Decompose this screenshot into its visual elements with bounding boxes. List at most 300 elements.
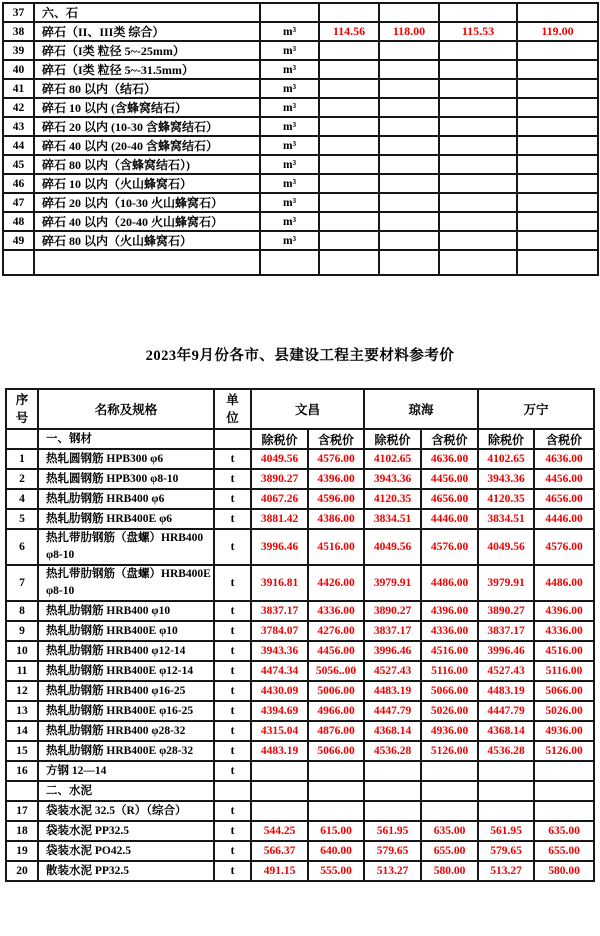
material-row <box>6 861 594 881</box>
name-cell: 热轧肋钢筋 HRB400 φ16-25 <box>38 681 214 701</box>
name-cell: 碎石 20 以内（10-30 火山蜂窝石） <box>34 193 260 212</box>
header-seq <box>6 389 38 429</box>
price-type-header-cell: 除税价 <box>251 429 308 449</box>
seq-cell: 10 <box>6 641 38 661</box>
price-cell: 513.27 <box>478 861 534 881</box>
material-row <box>6 601 594 621</box>
unit-cell: m³ <box>260 98 319 117</box>
price-cell: 4426.00 <box>308 565 364 601</box>
price-cell <box>439 98 517 117</box>
price-cell <box>319 41 379 60</box>
material-row <box>6 761 594 781</box>
name-cell: 热轧肋钢筋 HRB400 φ12-14 <box>38 641 214 661</box>
price-cell: 4636.00 <box>534 449 594 469</box>
price-cell: 5066.00 <box>534 681 594 701</box>
price-cell: 491.15 <box>251 861 308 881</box>
name-cell: 碎石 80 以内（结石） <box>34 79 260 98</box>
price-cell: 4596.00 <box>308 489 364 509</box>
name-cell: 热轧肋钢筋 HRB400E φ28-32 <box>38 741 214 761</box>
section-row <box>3 3 598 22</box>
unit-cell: m³ <box>260 155 319 174</box>
price-cell: 5026.00 <box>534 701 594 721</box>
price-cell: 3916.81 <box>251 565 308 601</box>
price-cell: 4396.00 <box>308 469 364 489</box>
price-cell <box>439 231 517 250</box>
price-cell <box>439 136 517 155</box>
price-cell: 4067.26 <box>251 489 308 509</box>
seq-cell: 18 <box>6 821 38 841</box>
price-type-header-cell: 除税价 <box>364 429 421 449</box>
price-cell: 4456.00 <box>308 641 364 661</box>
price-cell <box>319 231 379 250</box>
price-cell: 4446.00 <box>534 509 594 529</box>
price-cell <box>439 41 517 60</box>
price-cell: 4049.56 <box>251 449 308 469</box>
name-cell: 袋装水泥 32.5（R）（综合） <box>38 801 214 821</box>
price-type-header-cell: 除税价 <box>478 429 534 449</box>
seq-cell: 15 <box>6 741 38 761</box>
price-cell <box>421 781 478 801</box>
price-cell: 4576.00 <box>308 449 364 469</box>
price-type-header-cell: 含税价 <box>534 429 594 449</box>
material-row <box>3 79 598 98</box>
name-cell: 热轧肋钢筋 HRB400 φ6 <box>38 489 214 509</box>
seq-cell: 11 <box>6 661 38 681</box>
seq-cell: 1 <box>6 449 38 469</box>
seq-cell: 8 <box>6 601 38 621</box>
material-row <box>6 469 594 489</box>
price-cell <box>379 231 439 250</box>
price-cell: 4396.00 <box>421 601 478 621</box>
unit-cell <box>260 3 319 22</box>
price-cell: 4456.00 <box>534 469 594 489</box>
price-cell <box>534 781 594 801</box>
price-cell: 4386.00 <box>308 509 364 529</box>
header-unit <box>214 389 251 429</box>
name-cell: 袋装水泥 PO42.5 <box>38 841 214 861</box>
price-cell <box>439 212 517 231</box>
name-cell: 袋装水泥 PP32.5 <box>38 821 214 841</box>
price-cell <box>534 801 594 821</box>
price-cell: 4120.35 <box>364 489 421 509</box>
price-cell: 3943.36 <box>478 469 534 489</box>
price-cell <box>251 761 308 781</box>
price-cell <box>319 117 379 136</box>
price-cell <box>379 41 439 60</box>
material-row <box>6 509 594 529</box>
name-cell: 热轧肋钢筋 HRB400 φ28-32 <box>38 721 214 741</box>
price-cell <box>379 117 439 136</box>
price-cell: 3890.27 <box>478 601 534 621</box>
price-cell: 5006.00 <box>308 681 364 701</box>
name-cell: 一、钢材 <box>38 429 214 449</box>
price-cell <box>379 3 439 22</box>
header-name-spec: 名称及规格 <box>38 389 214 429</box>
price-cell: 4336.00 <box>308 601 364 621</box>
price-cell <box>379 212 439 231</box>
material-row <box>6 621 594 641</box>
price-cell <box>517 98 598 117</box>
name-cell: 碎石 10 以内（火山蜂窝石） <box>34 174 260 193</box>
price-cell: 4536.28 <box>364 741 421 761</box>
material-row <box>6 741 594 761</box>
name-cell: 热轧肋钢筋 HRB400E φ16-25 <box>38 701 214 721</box>
header-seq-label: 序号 <box>15 392 29 425</box>
material-row <box>3 193 598 212</box>
price-cell: 4636.00 <box>421 449 478 469</box>
price-cell <box>319 136 379 155</box>
price-cell <box>319 193 379 212</box>
material-row <box>3 60 598 79</box>
empty-row <box>3 250 598 275</box>
name-cell: 碎石 80 以内（火山蜂窝石） <box>34 231 260 250</box>
name-cell <box>34 250 260 275</box>
section-row <box>6 781 594 801</box>
seq-cell: 39 <box>3 41 34 60</box>
price-cell: 4483.19 <box>251 741 308 761</box>
price-cell <box>421 801 478 821</box>
seq-cell: 4 <box>6 489 38 509</box>
price-cell: 4049.56 <box>364 529 421 565</box>
price-cell <box>379 250 439 275</box>
name-cell: 碎石（I类 粒径 5~-25mm） <box>34 41 260 60</box>
price-cell: 635.00 <box>421 821 478 841</box>
material-row <box>3 212 598 231</box>
name-cell: 散装水泥 PP32.5 <box>38 861 214 881</box>
price-cell: 3979.91 <box>364 565 421 601</box>
unit-cell: t <box>214 489 251 509</box>
material-row <box>3 155 598 174</box>
price-cell: 4102.65 <box>364 449 421 469</box>
unit-cell <box>214 781 251 801</box>
unit-cell: t <box>214 701 251 721</box>
price-cell: 3996.46 <box>478 641 534 661</box>
price-cell <box>379 136 439 155</box>
unit-cell: t <box>214 661 251 681</box>
unit-cell: t <box>214 469 251 489</box>
header-city-qionghai: 琼海 <box>364 389 478 429</box>
price-cell: 3890.27 <box>251 469 308 489</box>
unit-cell: t <box>214 565 251 601</box>
price-cell: 4527.43 <box>478 661 534 681</box>
name-cell: 六、石 <box>34 3 260 22</box>
material-row <box>3 41 598 60</box>
price-cell <box>251 801 308 821</box>
price-cell: 5026.00 <box>421 701 478 721</box>
price-cell: 655.00 <box>534 841 594 861</box>
unit-cell: t <box>214 801 251 821</box>
price-cell: 3890.27 <box>364 601 421 621</box>
price-cell <box>517 231 598 250</box>
seq-cell <box>3 250 34 275</box>
price-cell <box>319 250 379 275</box>
unit-cell: m³ <box>260 136 319 155</box>
price-cell: 4936.00 <box>534 721 594 741</box>
price-cell: 5116.00 <box>534 661 594 681</box>
price-cell: 118.00 <box>379 22 439 41</box>
price-cell: 3996.46 <box>251 529 308 565</box>
price-cell <box>364 781 421 801</box>
material-row <box>6 721 594 741</box>
price-cell <box>478 801 534 821</box>
price-cell <box>319 98 379 117</box>
unit-cell: t <box>214 761 251 781</box>
seq-cell: 9 <box>6 621 38 641</box>
price-cell <box>517 41 598 60</box>
price-cell <box>379 155 439 174</box>
price-cell: 4336.00 <box>534 621 594 641</box>
seq-cell: 16 <box>6 761 38 781</box>
price-cell <box>319 212 379 231</box>
price-cell: 3834.51 <box>478 509 534 529</box>
price-cell: 4120.35 <box>478 489 534 509</box>
materials-price-table <box>5 388 595 882</box>
price-cell <box>319 79 379 98</box>
price-cell: 513.27 <box>364 861 421 881</box>
price-cell: 5126.00 <box>421 741 478 761</box>
price-cell <box>478 761 534 781</box>
name-cell: 碎石 40 以内（20-40 火山蜂窝石） <box>34 212 260 231</box>
price-cell: 4876.00 <box>308 721 364 741</box>
price-cell: 4368.14 <box>364 721 421 741</box>
name-cell: 热轧圆钢筋 HPB300 φ8-10 <box>38 469 214 489</box>
unit-cell: m³ <box>260 60 319 79</box>
seq-cell: 19 <box>6 841 38 861</box>
price-cell: 4474.34 <box>251 661 308 681</box>
name-cell: 碎石 20 以内 (10-30 含蜂窝结石） <box>34 117 260 136</box>
price-cell <box>439 60 517 79</box>
name-cell: 热轧肋钢筋 HRB400E φ12-14 <box>38 661 214 681</box>
unit-cell: t <box>214 449 251 469</box>
unit-cell: t <box>214 641 251 661</box>
price-cell <box>517 193 598 212</box>
price-cell: 4656.00 <box>421 489 478 509</box>
price-cell <box>379 60 439 79</box>
price-cell <box>439 250 517 275</box>
price-cell: 566.37 <box>251 841 308 861</box>
price-cell <box>364 761 421 781</box>
unit-cell: t <box>214 861 251 881</box>
unit-cell: m³ <box>260 212 319 231</box>
price-cell: 579.65 <box>478 841 534 861</box>
name-cell: 热扎带肋钢筋（盘螺）HRB400 φ8-10 <box>38 529 214 565</box>
name-cell: 热轧肋钢筋 HRB400 φ10 <box>38 601 214 621</box>
name-cell: 热扎带肋钢筋（盘螺）HRB400E φ8-10 <box>38 565 214 601</box>
seq-cell: 6 <box>6 529 38 565</box>
seq-cell: 14 <box>6 721 38 741</box>
material-row <box>6 701 594 721</box>
price-cell <box>517 250 598 275</box>
price-cell: 579.65 <box>364 841 421 861</box>
price-cell <box>421 761 478 781</box>
price-cell: 4966.00 <box>308 701 364 721</box>
price-cell <box>308 781 364 801</box>
price-cell <box>517 60 598 79</box>
unit-cell: t <box>214 621 251 641</box>
seq-cell: 17 <box>6 801 38 821</box>
material-row <box>6 449 594 469</box>
material-row <box>6 489 594 509</box>
price-cell: 4516.00 <box>308 529 364 565</box>
material-row <box>6 801 594 821</box>
price-cell: 3979.91 <box>478 565 534 601</box>
price-cell: 4394.69 <box>251 701 308 721</box>
price-cell <box>478 781 534 801</box>
price-cell: 5056..00 <box>308 661 364 681</box>
unit-cell: t <box>214 721 251 741</box>
name-cell: 碎石 10 以内 (含蜂窝结石） <box>34 98 260 117</box>
page-title: 2023年9月份各市、县建设工程主要材料参考价 <box>145 348 455 364</box>
price-cell: 3837.17 <box>478 621 534 641</box>
material-row <box>6 821 594 841</box>
price-type-header-cell: 含税价 <box>421 429 478 449</box>
price-cell <box>517 117 598 136</box>
price-type-header-cell: 含税价 <box>308 429 364 449</box>
price-cell: 4276.00 <box>308 621 364 641</box>
price-cell <box>439 3 517 22</box>
price-cell: 4368.14 <box>478 721 534 741</box>
seq-cell <box>6 781 38 801</box>
seq-cell: 41 <box>3 79 34 98</box>
name-cell: 热轧肋钢筋 HRB400E φ6 <box>38 509 214 529</box>
unit-cell <box>260 250 319 275</box>
price-cell: 4656.00 <box>534 489 594 509</box>
seq-cell: 45 <box>3 155 34 174</box>
unit-cell: t <box>214 681 251 701</box>
price-cell: 3784.07 <box>251 621 308 641</box>
material-row <box>3 98 598 117</box>
price-cell <box>319 174 379 193</box>
price-cell: 3943.36 <box>364 469 421 489</box>
price-cell <box>517 174 598 193</box>
price-cell <box>517 79 598 98</box>
price-cell: 544.25 <box>251 821 308 841</box>
name-cell: 热轧肋钢筋 HRB400E φ10 <box>38 621 214 641</box>
seq-cell: 47 <box>3 193 34 212</box>
price-cell: 4576.00 <box>534 529 594 565</box>
name-cell: 二、水泥 <box>38 781 214 801</box>
material-row <box>6 565 594 601</box>
price-cell: 561.95 <box>364 821 421 841</box>
unit-cell: t <box>214 601 251 621</box>
price-cell: 5126.00 <box>534 741 594 761</box>
seq-cell: 20 <box>6 861 38 881</box>
price-cell: 3996.46 <box>364 641 421 661</box>
price-cell: 3837.17 <box>251 601 308 621</box>
price-cell <box>379 174 439 193</box>
price-cell: 5066.00 <box>421 681 478 701</box>
price-cell: 4336.00 <box>421 621 478 641</box>
material-row <box>3 136 598 155</box>
price-cell <box>308 801 364 821</box>
price-cell: 4486.00 <box>534 565 594 601</box>
price-cell <box>517 212 598 231</box>
header-row <box>6 389 594 429</box>
price-cell: 4483.19 <box>478 681 534 701</box>
material-row <box>6 681 594 701</box>
price-cell: 580.00 <box>421 861 478 881</box>
price-cell: 4936.00 <box>421 721 478 741</box>
material-row <box>6 529 594 565</box>
unit-cell: m³ <box>260 193 319 212</box>
price-cell: 119.00 <box>517 22 598 41</box>
seq-cell: 46 <box>3 174 34 193</box>
price-cell: 555.00 <box>308 861 364 881</box>
price-cell: 635.00 <box>534 821 594 841</box>
price-cell <box>379 98 439 117</box>
price-cell <box>517 3 598 22</box>
price-cell <box>379 79 439 98</box>
price-cell: 4527.43 <box>364 661 421 681</box>
unit-cell <box>214 429 251 449</box>
price-cell: 115.53 <box>439 22 517 41</box>
price-cell: 4516.00 <box>534 641 594 661</box>
price-cell: 4447.79 <box>364 701 421 721</box>
price-cell <box>439 155 517 174</box>
material-row <box>3 231 598 250</box>
seq-cell: 42 <box>3 98 34 117</box>
price-cell: 580.00 <box>534 861 594 881</box>
price-cell: 655.00 <box>421 841 478 861</box>
seq-cell: 2 <box>6 469 38 489</box>
seq-cell: 40 <box>3 60 34 79</box>
price-cell <box>439 117 517 136</box>
price-cell <box>251 781 308 801</box>
unit-cell: m³ <box>260 22 319 41</box>
material-row <box>3 22 598 41</box>
price-cell <box>319 155 379 174</box>
price-cell <box>364 801 421 821</box>
seq-cell: 13 <box>6 701 38 721</box>
price-cell: 4430.09 <box>251 681 308 701</box>
material-row <box>6 661 594 681</box>
seq-cell: 43 <box>3 117 34 136</box>
price-cell: 561.95 <box>478 821 534 841</box>
price-cell <box>517 155 598 174</box>
price-cell: 3943.36 <box>251 641 308 661</box>
unit-cell: t <box>214 841 251 861</box>
name-cell: 碎石 40 以内 (20-40 含蜂窝结石） <box>34 136 260 155</box>
price-cell <box>517 136 598 155</box>
unit-cell: t <box>214 509 251 529</box>
unit-cell: m³ <box>260 117 319 136</box>
stone-price-table <box>2 2 599 276</box>
price-cell: 4516.00 <box>421 641 478 661</box>
price-cell: 4315.04 <box>251 721 308 741</box>
price-cell: 4447.79 <box>478 701 534 721</box>
material-row <box>3 117 598 136</box>
section-row <box>6 429 594 449</box>
header-city-wenchang: 文昌 <box>251 389 364 429</box>
price-cell: 3881.42 <box>251 509 308 529</box>
price-cell <box>439 79 517 98</box>
price-cell: 4049.56 <box>478 529 534 565</box>
price-cell: 114.56 <box>319 22 379 41</box>
seq-cell: 48 <box>3 212 34 231</box>
price-cell <box>534 761 594 781</box>
seq-cell: 37 <box>3 3 34 22</box>
seq-cell: 7 <box>6 565 38 601</box>
unit-cell: t <box>214 821 251 841</box>
price-cell: 4483.19 <box>364 681 421 701</box>
price-cell <box>319 3 379 22</box>
material-row <box>3 174 598 193</box>
seq-cell: 12 <box>6 681 38 701</box>
seq-cell: 5 <box>6 509 38 529</box>
price-cell: 4456.00 <box>421 469 478 489</box>
price-cell <box>439 193 517 212</box>
price-cell: 3837.17 <box>364 621 421 641</box>
